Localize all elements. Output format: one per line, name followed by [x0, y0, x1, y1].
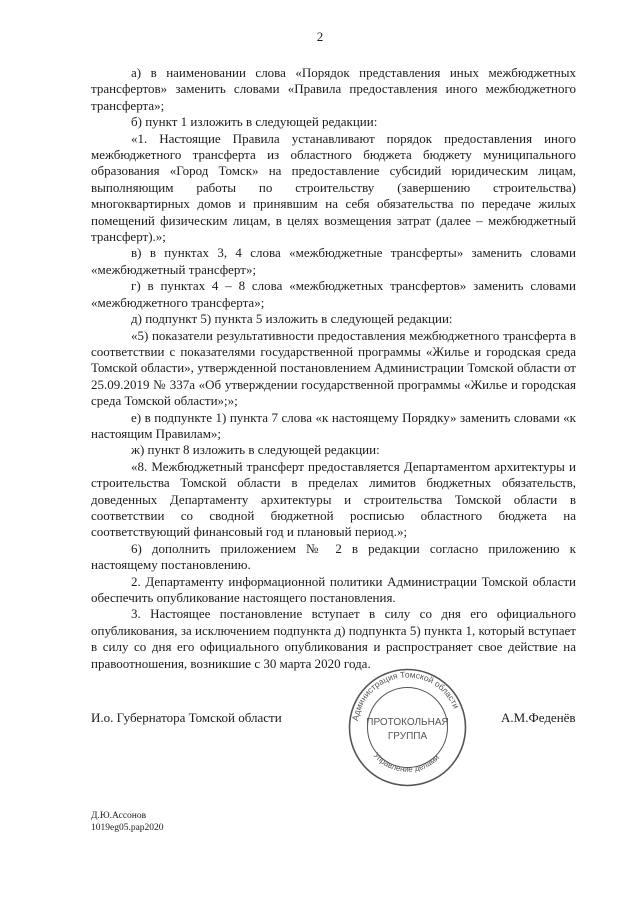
paragraph-subpoint-5-text: «5) показатели результативности предоставления межбюджетного трансферта в соответствии с показателями государственной программы «Жилье и городская среда Томской области», утвержденной постановлением Администрации Томской области от 25.09.2019 № 337а «Об утверждении государственной программы «Жилье и городская среда Томской области»;»;	[91, 327, 576, 409]
paragraph-point-8-text: «8. Межбюджетный трансферт предоставляется Департаментом архитектуры и строительства Томской области в пределах лимитов бюджетных обязательств, доведенных Департаменту архитектуры и строительства Томской области в соответствии со сводной бюджетной росписью областного бюджета на соответствующий финансовый год и плановый период.»;	[91, 458, 576, 540]
paragraph-a: а) в наименовании слова «Порядок представления иных межбюджетных трансфертов» заменить словами «Правила предоставления иного межбюджетного трансферта»;	[91, 65, 576, 113]
paragraph-zh: ж) пункт 8 изложить в следующей редакции:	[131, 442, 380, 458]
paragraph-g: г) в пунктах 4 – 8 слова «межбюджетных трансфертов» заменить словами «межбюджетного трансферта»;	[91, 278, 576, 310]
executor-info	[91, 810, 164, 834]
paragraph-e: е) в подпункте 1) пункта 7 слова «к настоящему Порядку» заменить словами «к настоящим Правилам»;	[91, 409, 576, 441]
paragraph-6: 6) дополнить приложением № 2 в редакции согласно приложению к настоящему постановлению.	[91, 540, 576, 573]
executor-name: Д.Ю.Ассонов	[91, 811, 147, 821]
executor-file: 1019eg05.pap2020	[91, 823, 164, 833]
paragraph-d: д) подпункт 5) пункта 5 изложить в следующей редакции:	[131, 311, 453, 327]
stamp-ring-text: Администрация Томской области	[349, 669, 462, 722]
paragraph-2: 2. Департаменту информационной политики Администрации Томской области обеспечить опубликование настоящего постановления.	[91, 573, 576, 605]
paragraph-v: в) в пунктах 3, 4 слова «межбюджетные трансферты» заменить словами «межбюджетный трансферт»;	[91, 245, 576, 277]
stamp-center-line2: ГРУППА	[387, 731, 428, 742]
signature-position: И.о. Губернатора Томской области	[91, 710, 282, 725]
page-number: 2	[316, 29, 324, 44]
document-body	[91, 65, 576, 672]
paragraph-b: б) пункт 1 изложить в следующей редакции:	[131, 114, 378, 130]
signature-name: А.М.Феденёв	[501, 710, 576, 725]
stamp-bottom-text: Управление делами	[371, 750, 441, 774]
paragraph-3: 3. Настоящее постановление вступает в силу со дня его официального опубликования, за исключением подпункта д) подпункта 5) пункта 1, который вступает в силу со дня его официального опубликования и распространяет свое действие на правоотношения, возникшие с 30 марта 2020 года.	[91, 606, 576, 671]
paragraph-point-1-text: «1. Настоящие Правила устанавливают порядок предоставления иного межбюджетного трансферта из областного бюджета бюджету муниципального образования «Город Томск» на предоставление субсидий юридическим лицам, выполняющим работы по строительству (завершению строительства) многоквартирных домов и принявшим на себя обязательства по передаче жилых помещений физическим лицам, в целях возмещения затрат (далее – межбюджетный трансферт).»;	[91, 130, 576, 245]
official-stamp	[345, 665, 470, 790]
stamp-center-line1: ПРОТОКОЛЬНАЯ	[366, 717, 449, 728]
